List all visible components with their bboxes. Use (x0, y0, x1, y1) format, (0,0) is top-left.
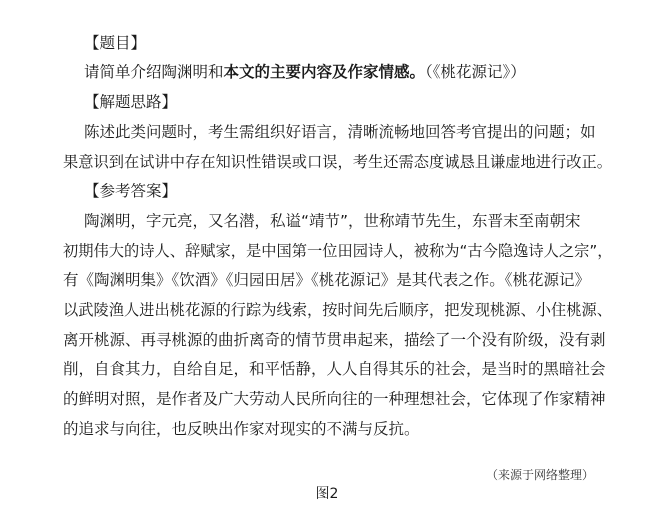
answer-line: 的追求与向往，也反映出作家对现实的不满与反抗。 (63, 420, 420, 438)
answer-line: 初期伟大的诗人、辞赋家，是中国第一位田园诗人，被称为“古今隐逸诗人之宗”， (63, 242, 613, 260)
answer-line: 的鲜明对照，是作者及广大劳动人民所向往的一种理想社会，它体现了作家精神 (63, 390, 606, 408)
answer-line: 有《陶渊明集》《饮酒》《归园田居》《桃花源记》是其代表之作。《桃花源记》 (63, 271, 591, 289)
answer-line: 削，自食其力，自给自足，和平恬静，人人自得其乐的社会，是当时的黑暗社会 (63, 360, 606, 378)
answer-line: 离开桃源、再寻桃源的曲折离奇的情节贯串起来，描绘了一个没有阶级，没有剥 (63, 331, 606, 349)
question-heading: 【题目】 (84, 34, 147, 52)
approach-heading: 【解题思路】 (84, 93, 178, 111)
question-text-post: （《桃花源记》） (425, 63, 526, 81)
approach-line: 果意识到在试讲中存在知识性错误或口误，考生还需态度诚恳且谦虚地进行改正。 (63, 153, 612, 171)
answer-heading: 【参考答案】 (84, 182, 178, 200)
answer-line: 以武陵渔人进出桃花源的行踪为线索，按时间先后顺序，把发现桃源、小住桃源、 (63, 301, 612, 319)
approach-line: 陈述此类问题时，考生需组织好语言，清晰流畅地回答考官提出的问题；如 (84, 123, 596, 141)
question-text-bold: 本文的主要内容及作家情感。 (223, 63, 426, 81)
question-text (84, 62, 526, 82)
answer-line: 陶渊明，字元亮，又名潜，私谥“靖节”，世称靖节先生，东晋末至南朝宋 (84, 212, 581, 230)
figure-caption: 图2 (315, 486, 339, 502)
question-text-pre: 请简单介绍陶渊明和 (84, 63, 224, 81)
source-note: （来源于网络整理） (485, 468, 594, 482)
